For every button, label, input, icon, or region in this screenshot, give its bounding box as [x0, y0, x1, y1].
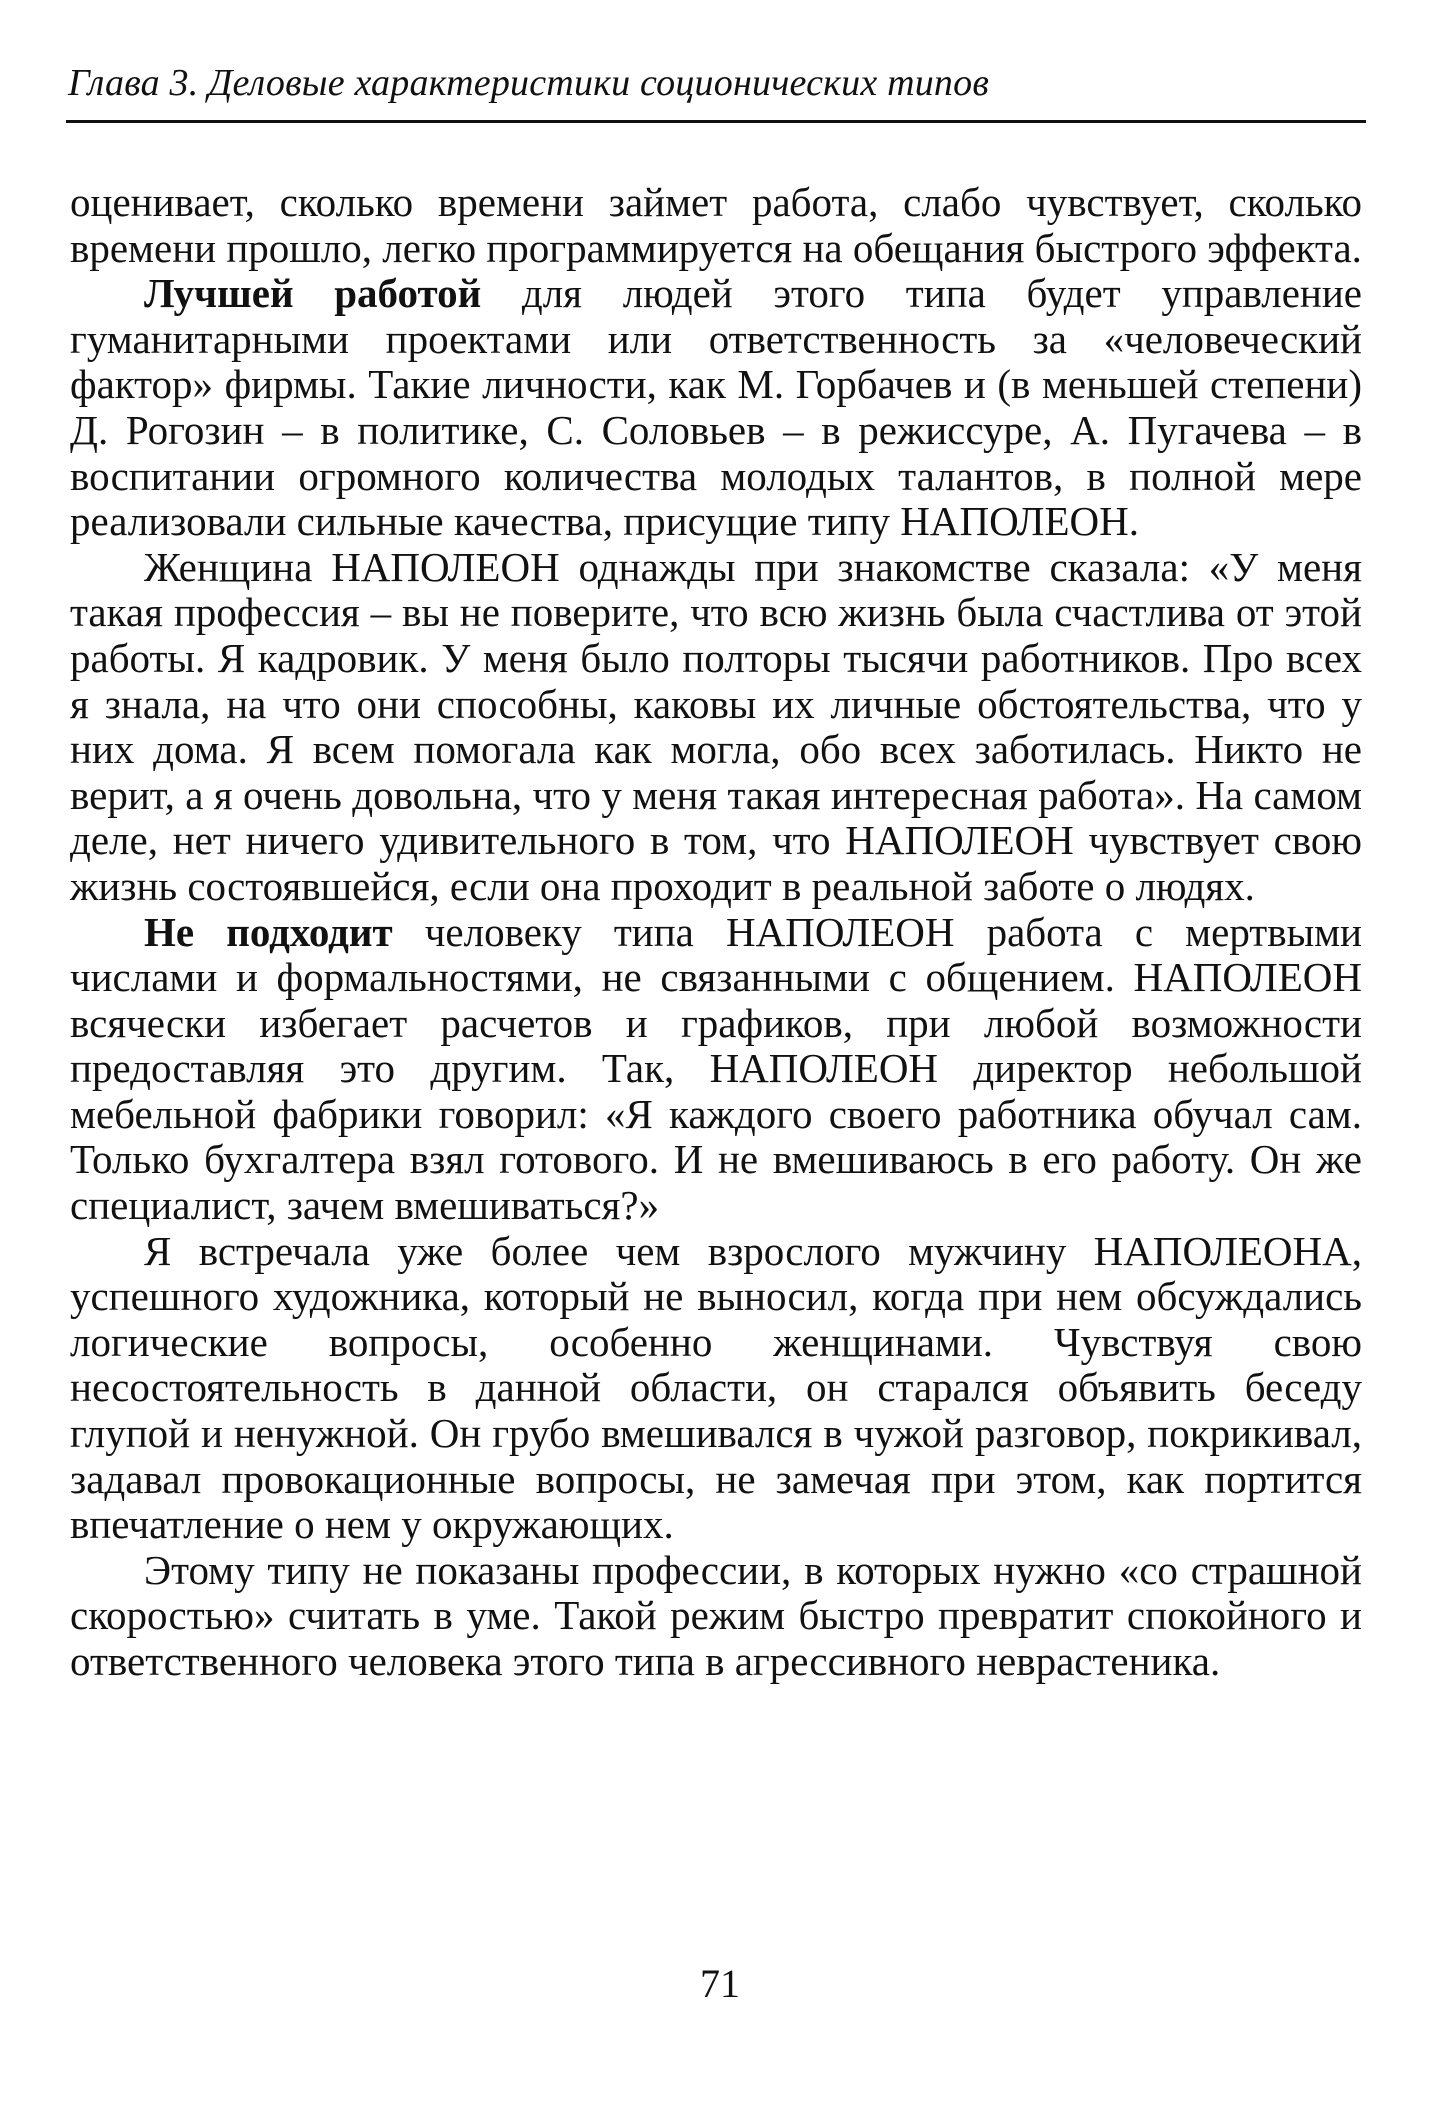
running-head: Глава 3. Деловые характеристики соционических типов [68, 62, 990, 104]
paragraph-text: для людей этого типа будет управление гуманитарными проектами или ответственность за «человеческий фактор» фирмы. Такие личности, как М. Горбачев и (в меньшей степени) Д. Рогозин – в политике, С. Соловьев – в режиссуре, А. Пугачева – в воспитании огромного количества молодых талантов, в полной мере реализовали сильные качества, присущие типу НАПОЛЕОН. [70, 270, 1363, 545]
paragraph [70, 180, 1362, 271]
paragraph-text: Женщина НАПОЛЕОН однажды при знакомстве сказала: «У меня такая профессия – вы не поверите, что всю жизнь была счастлива от этой работы. Я кадровик. У меня было полторы тысячи работников. Про всех я знала, на что они способны, каковы их личные обстоятельства, что у них дома. Я всем помогала как могла, обо всех заботилась. Никто не верит, а я очень довольна, что у меня такая интересная работа». На самом деле, нет ничего удивительного в том, что НАПОЛЕОН чувствует свою жизнь состоявшейся, если она проходит в реальной заботе о людях. [70, 543, 1362, 909]
paragraph [70, 1548, 1362, 1685]
paragraph [70, 545, 1362, 910]
paragraph [70, 1229, 1362, 1548]
body-text [70, 180, 1362, 1685]
page-number: 71 [700, 1961, 740, 2006]
paragraph-lead: Лучшей работой [144, 270, 482, 317]
paragraph-text: Я встречала уже более чем взрослого мужчину НАПОЛЕОНА, успешного художника, который не выносил, когда при нем обсуждались логические вопросы, особенно женщинами. Чувствуя свою несостоятельность в данной области, он старался объявить беседу глупой и ненужной. Он грубо вмешивался в чужой разговор, покрикивал, задавал провокационные вопросы, не замечая при этом, как портится впечатление о нем у окружающих. [70, 1227, 1362, 1548]
paragraph-lead: Не подходит [144, 908, 393, 955]
paragraph-text: оценивает, сколько времени займет работа, слабо чувствует, сколько времени прошло, легко программируется на обещания быстрого эффекта. [70, 179, 1362, 271]
paragraph-text: человеку типа НАПОЛЕОН работа с мертвыми числами и формальностями, не связанными с общением. НАПОЛЕОН всячески избегает расчетов и графиков, при любой возможности предоставляя это другим. Так, НАПОЛЕОН директор небольшой мебельной фабрики говорил: «Я каждого своего работника обучал сам. Только бухгалтера взял готового. И не вмешиваюсь в его работу. Он же специалист, зачем вмешиваться?» [70, 908, 1362, 1229]
paragraph [70, 910, 1362, 1229]
paragraph [70, 271, 1362, 545]
header-rule [66, 120, 1366, 123]
paragraph-text: Этому типу не показаны профессии, в которых нужно «со страшной скоростью» считать в уме. Такой режим быстро превратит спокойного и ответственного человека этого типа в агрессивного неврастеника. [70, 1546, 1362, 1684]
